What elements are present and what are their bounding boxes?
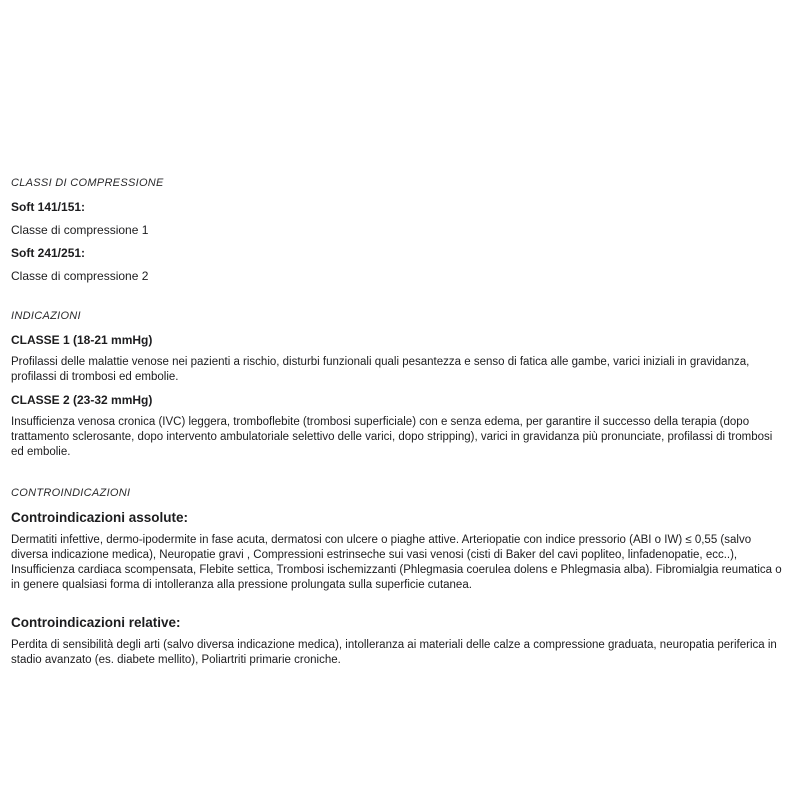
contraindication-label: Controindicazioni assolute: — [11, 510, 189, 525]
indication-class-label: CLASSE 1 (18-21 mmHg) — [11, 333, 153, 347]
section-compression-classes — [11, 177, 786, 283]
section-heading: CONTROINDICAZIONI — [11, 487, 131, 499]
section-contraindications — [11, 487, 786, 668]
section-heading: INDICAZIONI — [11, 310, 81, 322]
section-heading: CLASSI DI COMPRESSIONE — [11, 177, 164, 189]
contraindication-text: Dermatiti infettive, dermo-ipodermite in fase acuta, dermatosi con ulcere o piaghe attive. Arteriopatie con indice pressorio (ABI o IW) ≤ 0,55 (salvo diversa indicazione medica), Neuropatie gravi , Compressioni estrinseche sui vasi venosi (cisti di Baker del cavi popliteo, linfadenopatie, ecc..), Insufficienza cardiaca scompensata, Flebite settica, Trombosi ischemizzanti (Phlegmasia coerulea dolens e Phlegmasia alba). Fibromialgia reumatica o in genere qualsiasi forma di intolleranza alla pressione prolungata sulla superficie cutanea. — [11, 534, 782, 591]
indication-class-label: CLASSE 2 (23-32 mmHg) — [11, 393, 153, 407]
variant-description: Classe di compressione 2 — [11, 269, 149, 283]
variant-term: Soft 241/251: — [11, 246, 86, 260]
indication-text: Profilassi delle malattie venose nei pazienti a rischio, disturbi funzionali quali pesantezza e senso di fatica alle gambe, varici iniziali in gravidanza, profilassi di trombosi ed embolie. — [11, 356, 750, 383]
contraindication-label: Controindicazioni relative: — [11, 615, 181, 630]
spacer — [11, 601, 786, 615]
contraindication-text: Perdita di sensibilità degli arti (salvo diversa indicazione medica), intolleranza ai materiali delle calze a compressione graduata, neuropatia periferica in stadio avanzato (es. diabete mellito), Poliartriti primarie croniche. — [11, 639, 777, 666]
variant-term: Soft 141/151: — [11, 200, 86, 214]
section-indications — [11, 310, 786, 460]
indication-text: Insufficienza venosa cronica (IVC) leggera, tromboflebite (trombosi superficiale) con e senza edema, per garantire il successo della terapia (dopo trattamento sclerosante, dopo intervento ambulatoriale selettivo delle varici, dopo stripping), varici in gravidanza più pronunciate, profilassi di trombosi ed embolie. — [11, 416, 773, 458]
variant-description: Classe di compressione 1 — [11, 223, 149, 237]
